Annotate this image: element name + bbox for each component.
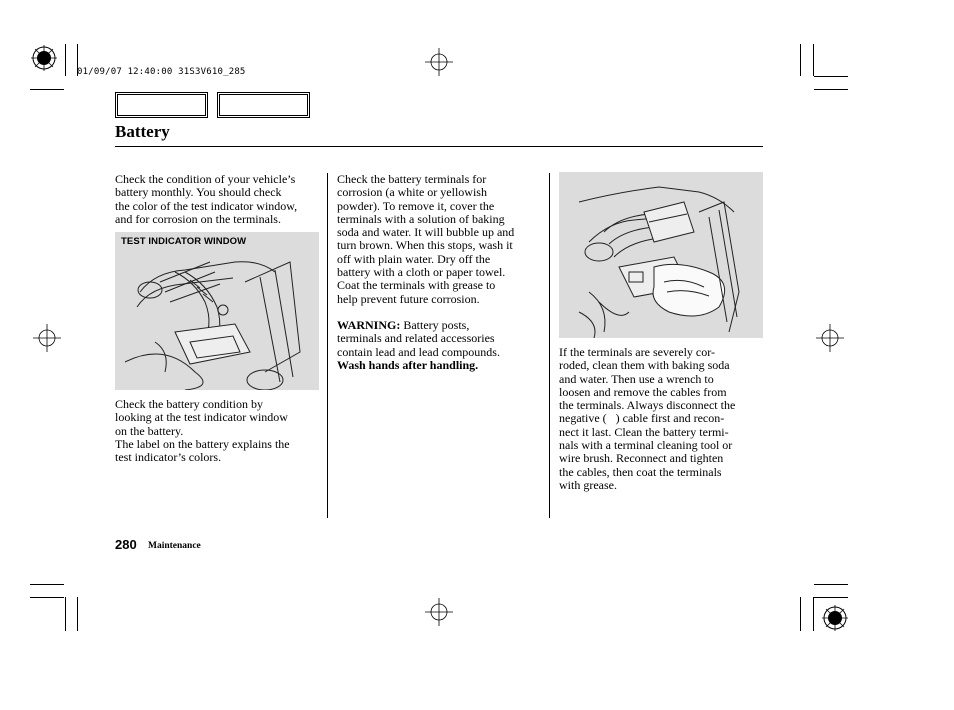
page-number: 280 [115,537,137,552]
header-tab-left [115,92,208,118]
column-divider-1 [327,173,328,518]
terminal-cleaning-figure [559,172,763,338]
crosshair-top-icon [425,48,453,76]
header-rule [115,146,763,147]
battery-terminal-illustration [559,172,763,338]
col1-after-figure: Check the battery condition by looking at the test indicator window on the battery. The label on the battery explains the test indicator’s colors. [115,397,290,465]
header-tab-right [217,92,310,118]
registration-target-bottom-right-icon [821,604,849,632]
col2-warning: WARNING: Battery posts, terminals and related accessories contain lead and lead compounds. Wash hands after handling. [337,318,500,372]
engine-bay-illustration [115,232,319,390]
test-indicator-figure [115,232,319,390]
crosshair-right-icon [816,324,844,352]
warning-label: WARNING: [337,318,401,332]
figure-label: TEST INDICATOR WINDOW [121,236,247,247]
column-divider-2 [549,173,550,518]
col3-para: If the terminals are severely cor- roded, clean them with baking soda and water. Then use a wrench to loosen and remove the cables from the terminals. Always disconnect the negative ( ) cable first and recon- nect it last. Clean the battery termi- nals with a terminal cleaning tool or wire brush. Reconnect and tighten the cables, then coat the terminals with grease. [559,345,736,492]
print-metadata: 01/09/07 12:40:00 31S3V610_285 [77,67,246,77]
crosshair-bottom-icon [425,598,453,626]
col2-para1: Check the battery terminals for corrosion (a white or yellowish powder). To remove it, cover the terminals with a solution of baking soda and water. It will bubble up and turn brown. When this stops, wash it off with plain water. Dry off the battery with a cloth or paper towel. Coat the terminals with grease to help prevent future corrosion. [337,172,515,306]
section-name: Maintenance [148,541,201,551]
page-title: Battery [115,122,170,141]
registration-target-top-left-icon [30,44,58,72]
crosshair-left-icon [33,324,61,352]
col1-intro: Check the condition of your vehicle’s battery monthly. You should check the color of the test indicator window, and for corrosion on the terminals. [115,172,298,226]
